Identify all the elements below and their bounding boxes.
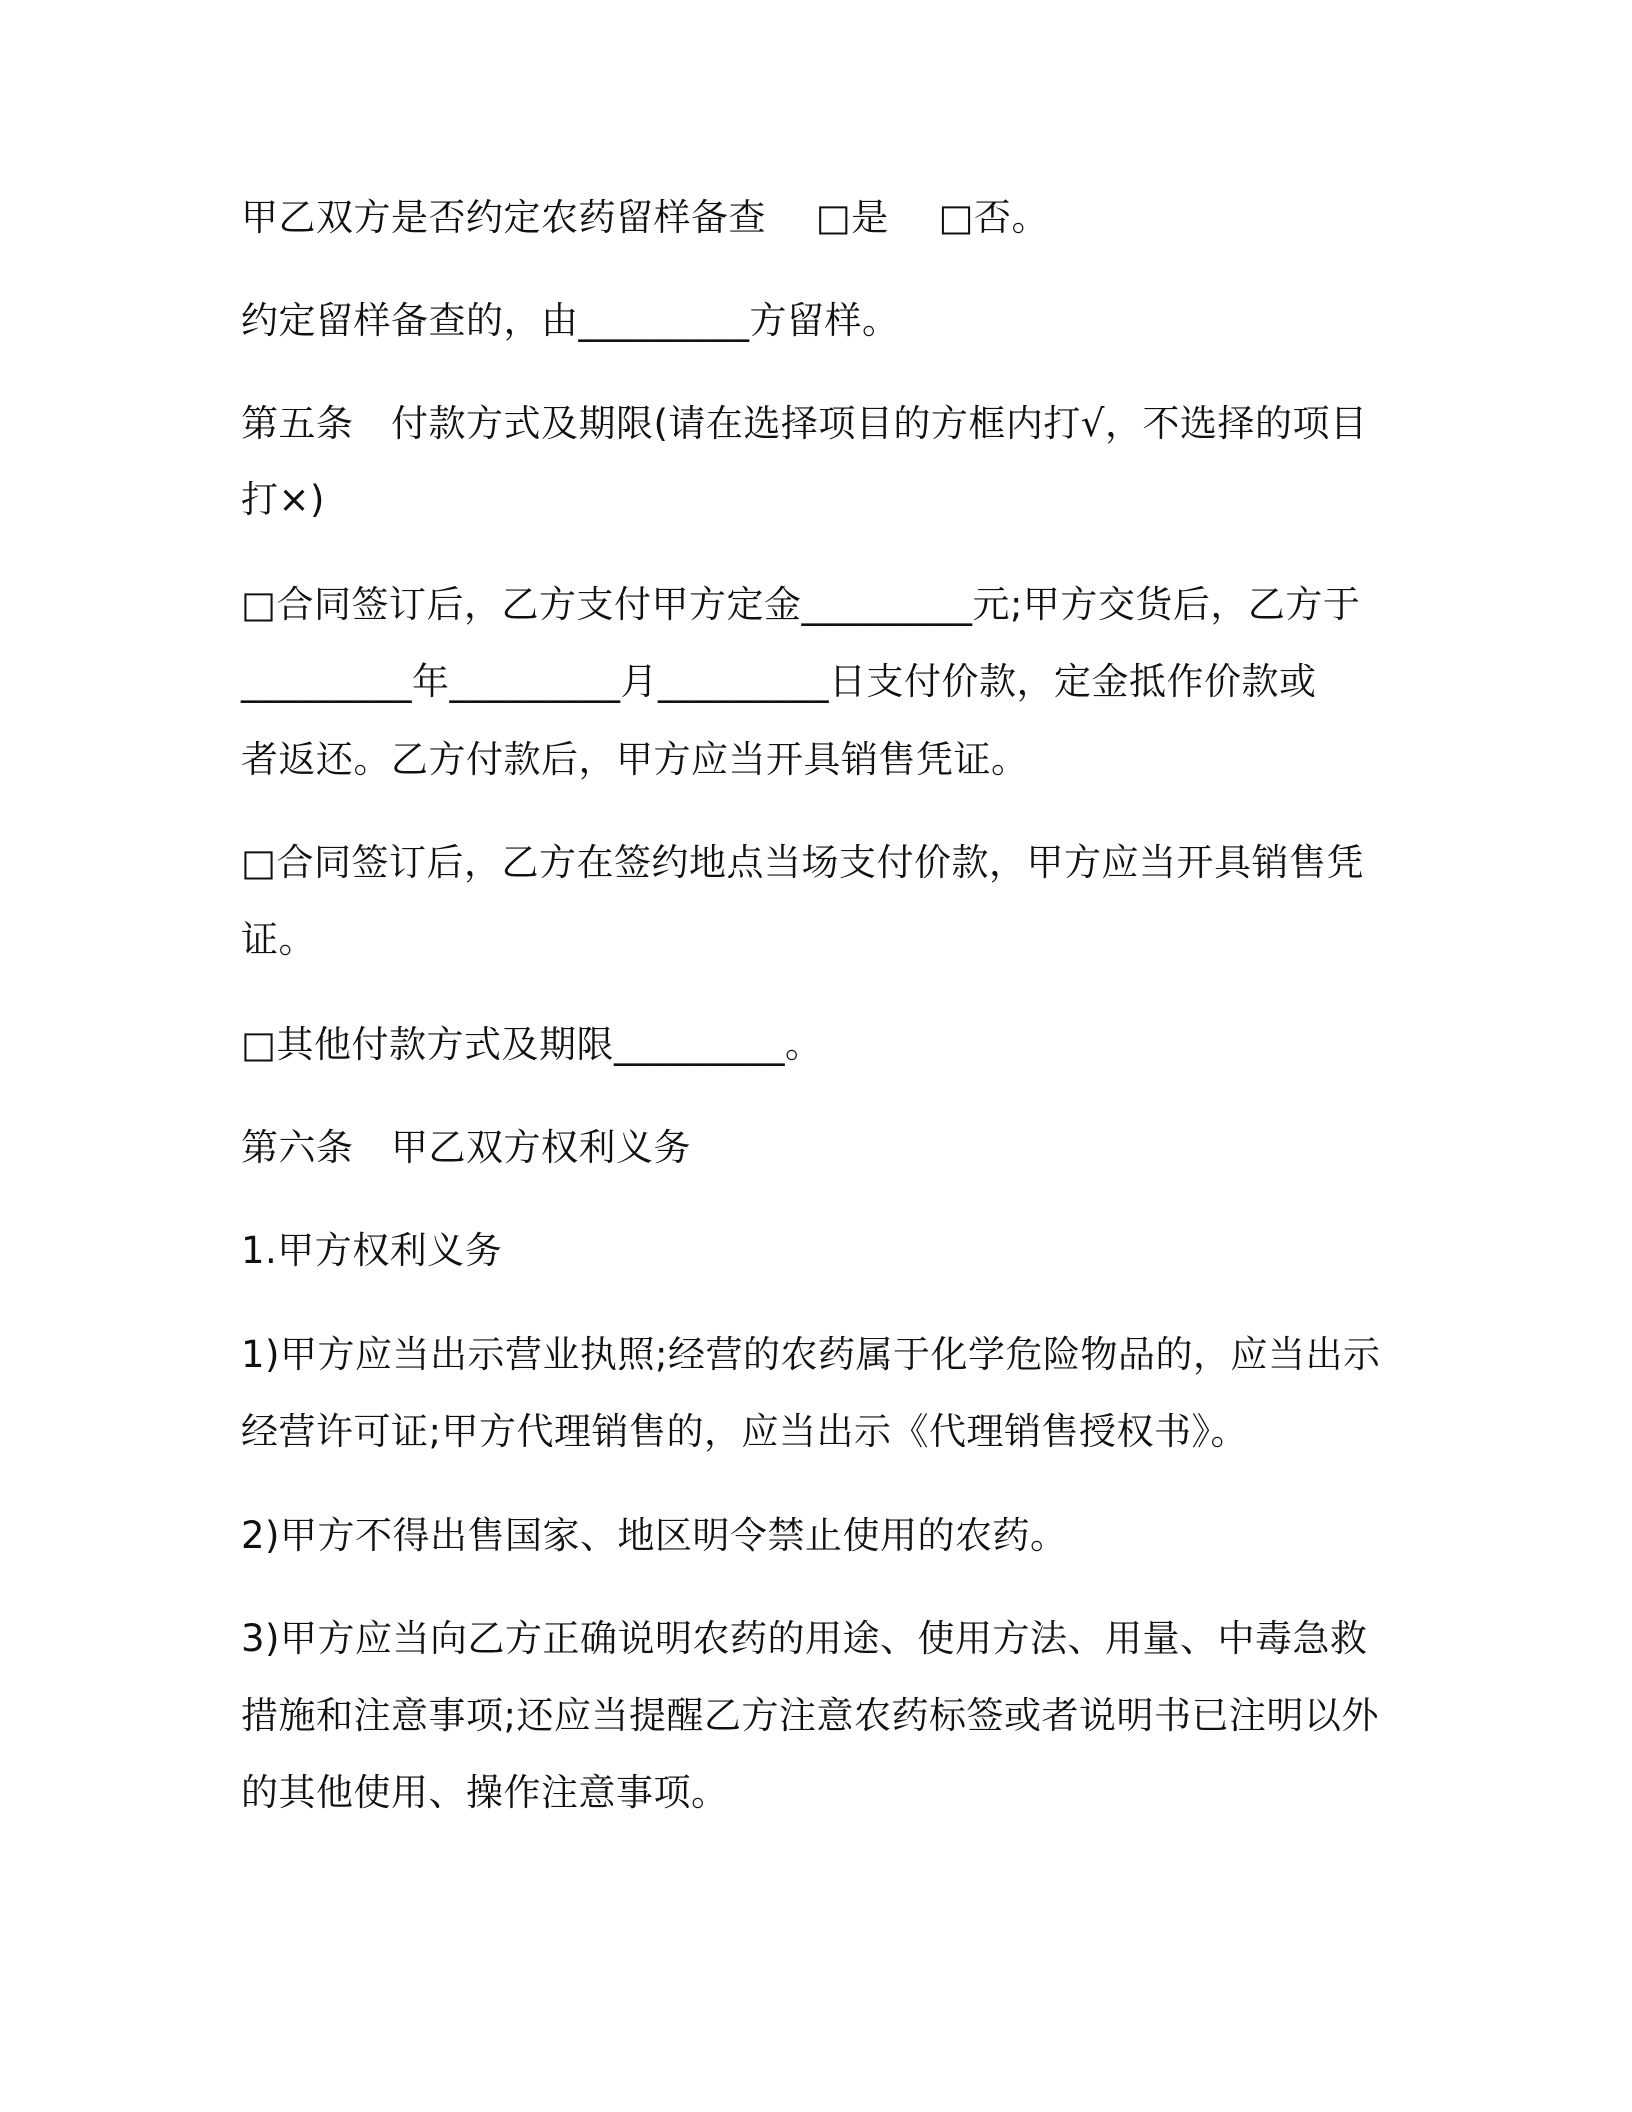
payment-option-2-end: 证。 — [241, 918, 316, 961]
clause-1-cont: 经营许可证;甲方代理销售的，应当出示《代理销售授权书》。 — [241, 1410, 1248, 1453]
payment-option-2: □合同签订后，乙方在签约地点当场支付价款，甲方应当开具销售凭 — [241, 841, 1364, 884]
sample-retention-party: 约定留样备查的，由_________方留样。 — [241, 299, 900, 342]
article-6-heading: 第六条 甲乙双方权利义务 — [241, 1126, 691, 1169]
clause-3-end: 的其他使用、操作注意事项。 — [241, 1771, 729, 1814]
payment-option-3: □其他付款方式及期限_________。 — [241, 1023, 823, 1066]
payment-option-1-end: 者返还。乙方付款后，甲方应当开具销售凭证。 — [241, 738, 1029, 781]
sample-retention-question: 甲乙双方是否约定农药留样备查 □是 □否。 — [241, 196, 1049, 239]
article-5-heading: 第五条 付款方式及期限(请在选择项目的方框内打√，不选择的项目 — [241, 402, 1368, 445]
party-a-rights-heading: 1.甲方权利义务 — [241, 1229, 503, 1272]
clause-1: 1)甲方应当出示营业执照;经营的农药属于化学危险物品的，应当出示 — [241, 1333, 1381, 1376]
clause-2: 2)甲方不得出售国家、地区明令禁止使用的农药。 — [241, 1514, 1068, 1557]
clause-3: 3)甲方应当向乙方正确说明农药的用途、使用方法、用量、中毒急救 — [241, 1617, 1368, 1660]
article-5-heading-cont: 打×) — [241, 478, 325, 521]
clause-3-cont: 措施和注意事项;还应当提醒乙方注意农药标签或者说明书已注明以外 — [241, 1694, 1379, 1737]
payment-option-1-date: _________年_________月_________日支付价款，定金抵作价款或 — [241, 660, 1317, 703]
payment-option-1: □合同签订后，乙方支付甲方定金_________元;甲方交货后，乙方于 — [241, 583, 1361, 626]
